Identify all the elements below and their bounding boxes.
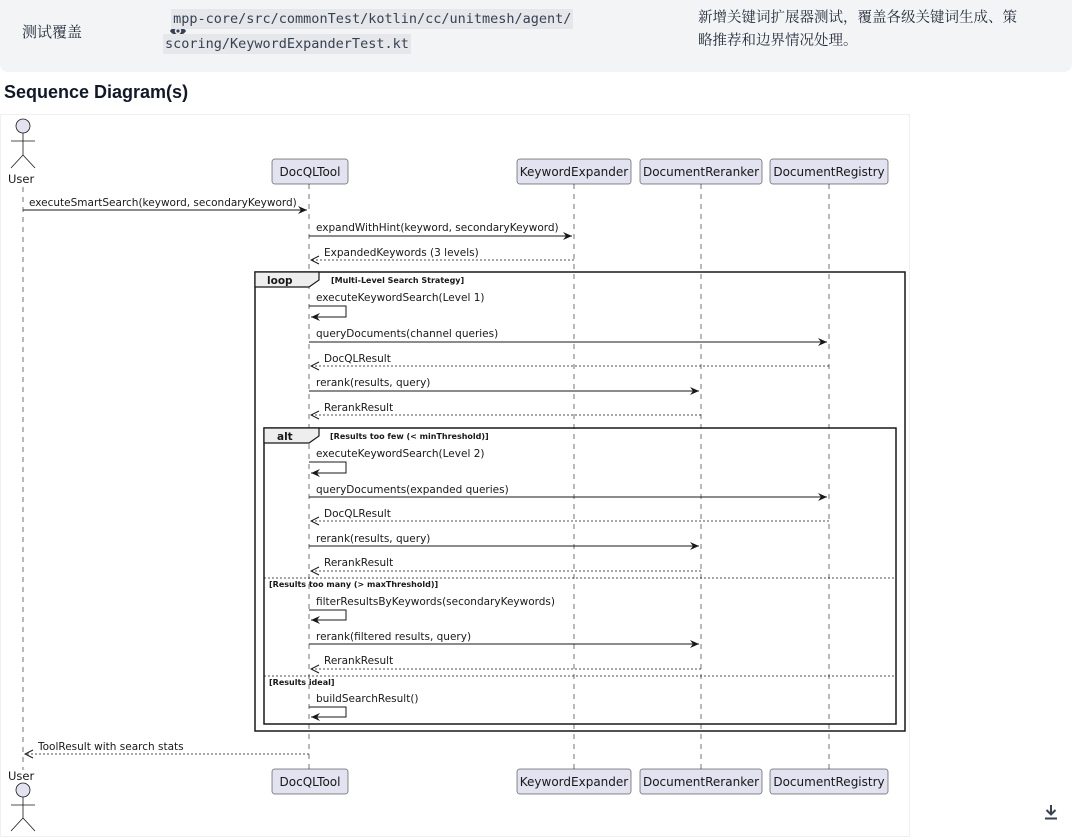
participant-documentregistry: DocumentRegistry: [773, 775, 885, 789]
self-message-arrow: [309, 462, 346, 473]
message-label: buildSearchResult(): [316, 693, 419, 705]
message-label: executeKeywordSearch(Level 2): [316, 448, 485, 460]
message-label: filterResultsByKeywords(secondaryKeywords): [316, 596, 555, 608]
message-label: executeKeywordSearch(Level 1): [316, 292, 485, 304]
sequence-diagram-svg: [1, 115, 909, 836]
download-icon[interactable]: [1043, 804, 1059, 820]
loop-condition: [Multi-Level Search Strategy]: [331, 276, 465, 285]
sequence-diagram: [0, 114, 910, 837]
actor-user-top: [11, 119, 35, 168]
message-label: ToolResult with search stats: [38, 741, 184, 753]
message-label: expandWithHint(keyword, secondaryKeyword): [316, 222, 559, 234]
message-label: queryDocuments(expanded queries): [316, 484, 509, 496]
alt-frame: [264, 428, 896, 724]
file-path-line-1: mpp-core/src/commonTest/kotlin/cc/unitmesh/agent/: [173, 11, 572, 27]
self-message-arrow: [309, 306, 346, 317]
change-description: [698, 7, 1068, 53]
message-label: rerank(results, query): [316, 377, 431, 389]
message-label: rerank(filtered results, query): [316, 631, 472, 643]
file-path-line-2: scoring/KeywordExpanderTest.kt: [165, 36, 409, 52]
message-label: RerankResult: [324, 655, 394, 667]
change-type-cell: 测试覆盖: [22, 23, 83, 41]
actor-user-bottom: [11, 783, 35, 831]
self-message-arrow: [309, 610, 346, 620]
actor-user-label-bottom: User: [8, 769, 35, 783]
participants-top: [272, 159, 888, 184]
message-label: ExpandedKeywords (3 levels): [324, 247, 479, 259]
participant-docqltool: DocQLTool: [279, 775, 341, 789]
participants-bottom: [272, 769, 888, 794]
message-label: RerankResult: [324, 557, 394, 569]
description-line-2: 略推荐和边界情况处理。: [698, 33, 858, 49]
participant-docqltool: DocQLTool: [279, 165, 341, 179]
alt-else-condition: [Results ideal]: [269, 678, 335, 687]
loop-label: loop: [267, 275, 293, 287]
message-label: queryDocuments(channel queries): [316, 328, 499, 340]
participant-keywordexpander: KeywordExpander: [519, 775, 629, 789]
alt-condition: [Results too few (< minThreshold)]: [330, 432, 489, 441]
self-message-arrow: [309, 707, 346, 717]
participant-documentregistry: DocumentRegistry: [773, 165, 885, 179]
participant-keywordexpander: KeywordExpander: [519, 165, 629, 179]
alt-label: alt: [277, 431, 293, 443]
actor-user-label-top: User: [8, 172, 35, 186]
section-title: Sequence Diagram(s): [4, 82, 189, 102]
participant-documentreranker: DocumentReranker: [642, 165, 760, 179]
description-line-1: 新增关键词扩展器测试，覆盖各级关键词生成、策: [698, 10, 1017, 26]
message-label: DocQLResult: [324, 353, 391, 365]
file-path[interactable]: [163, 7, 683, 57]
alt-else-condition: [Results too many (> maxThreshold)]: [269, 580, 439, 589]
message-label: rerank(results, query): [316, 533, 431, 545]
participant-documentreranker: DocumentReranker: [642, 775, 760, 789]
message-label: executeSmartSearch(keyword, secondaryKeyword): [29, 197, 297, 209]
message-label: DocQLResult: [324, 508, 391, 520]
message-label: RerankResult: [324, 402, 394, 414]
file-table-row: [0, 0, 1072, 72]
